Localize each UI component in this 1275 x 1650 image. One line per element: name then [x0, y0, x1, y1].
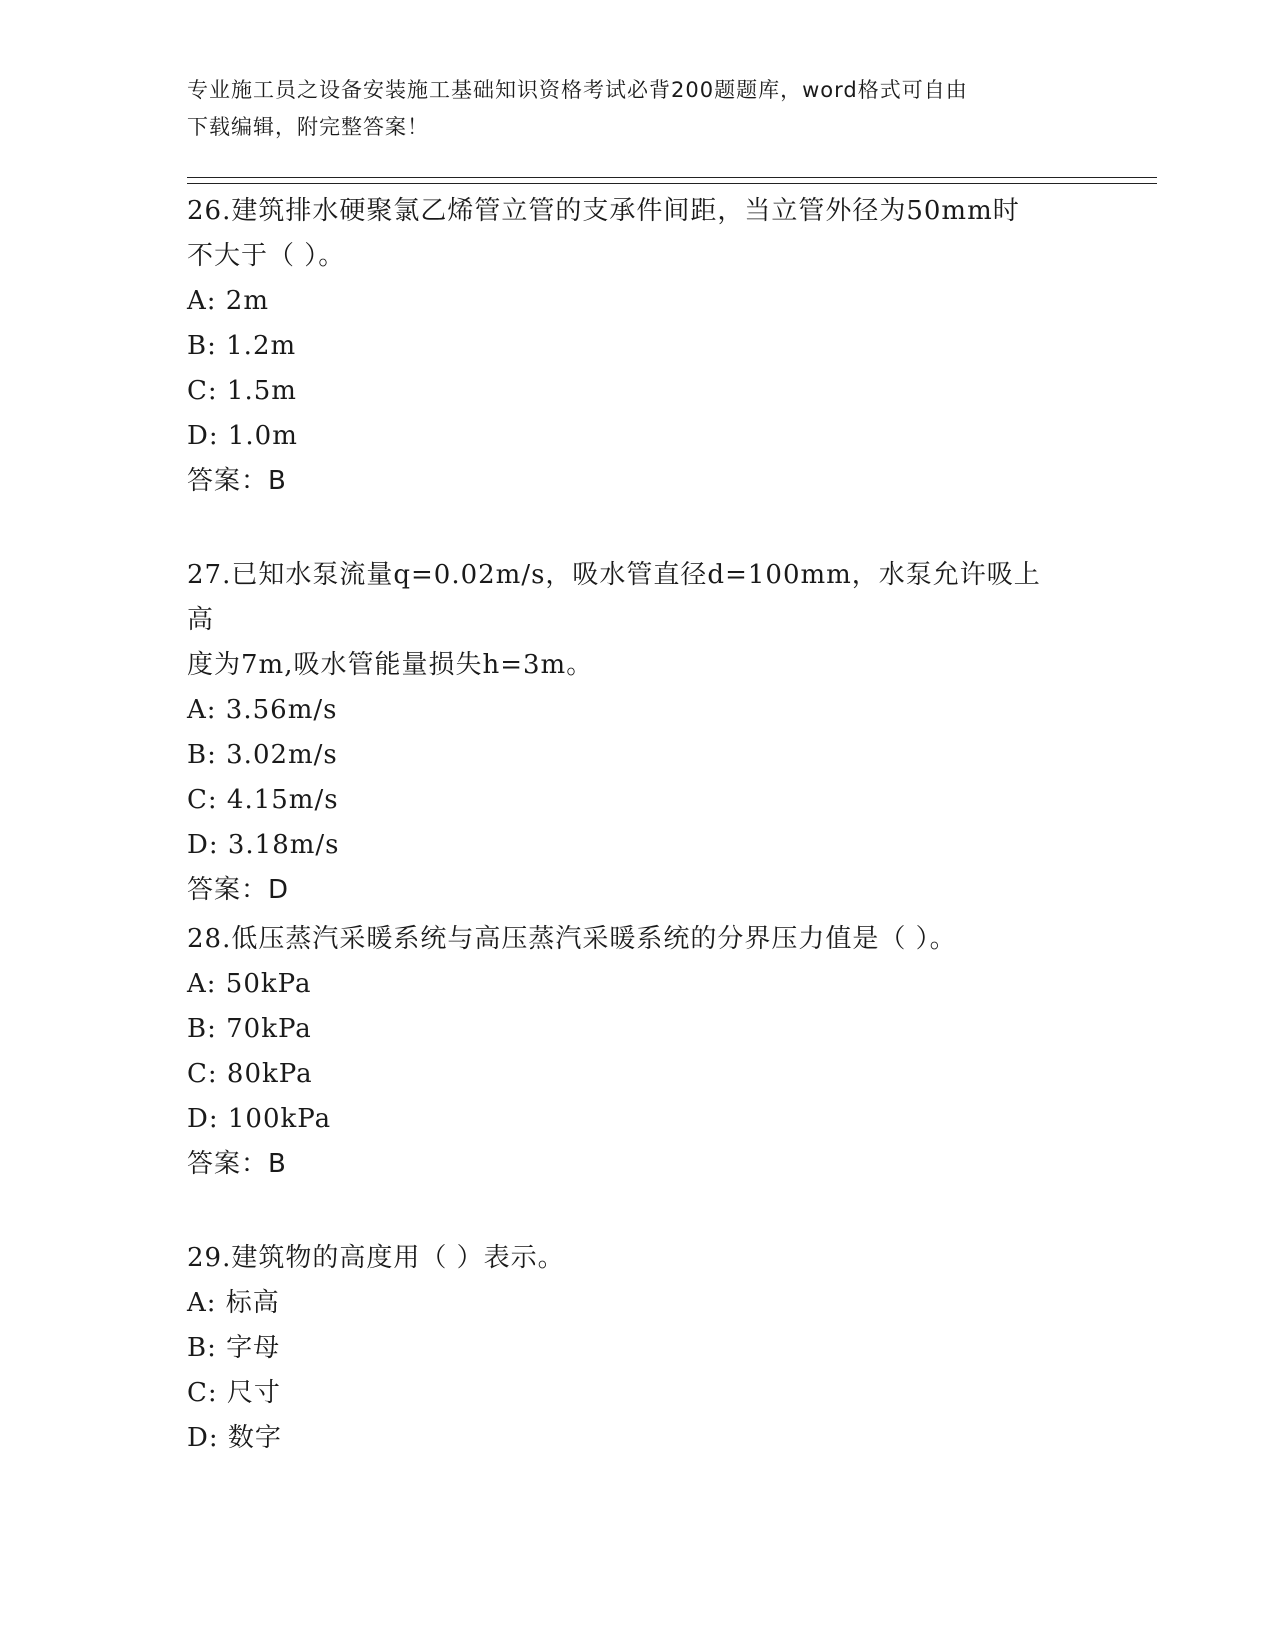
question-stem-line: 27.已知水泵流量q=0.02m/s，吸水管直径d=100mm，水泵允许吸上高 [187, 560, 1041, 635]
question-stem-line: 度为7m,吸水管能量损失h=3m。 [187, 650, 594, 680]
question-stem-line: 26.建筑排水硬聚氯乙烯管立管的支承件间距，当立管外径为50mm时 [187, 196, 1020, 226]
option-c: C: 4.15m/s [187, 785, 339, 815]
option-d: D: 100kPa [187, 1104, 332, 1134]
option-a: A: 50kPa [187, 969, 312, 999]
answer-line: 答案：D [187, 875, 290, 905]
option-b: B: 70kPa [187, 1014, 312, 1044]
question-stem-line: 不大于（ ）。 [187, 241, 346, 271]
header-line-2: 下载编辑，附完整答案！ [187, 115, 429, 139]
option-b: B: 3.02m/s [187, 740, 338, 770]
option-d: D: 3.18m/s [187, 830, 340, 860]
question-26 [187, 189, 1067, 504]
option-c: C: 1.5m [187, 376, 297, 406]
option-c: C: 尺寸 [187, 1378, 281, 1408]
option-c: C: 80kPa [187, 1059, 313, 1089]
header-divider-top [187, 177, 1157, 178]
option-d: D: 数字 [187, 1423, 282, 1453]
question-27 [187, 553, 1067, 913]
question-29 [187, 1236, 1067, 1461]
question-28 [187, 917, 1067, 1187]
header-divider-bottom [187, 183, 1157, 184]
header-line-1: 专业施工员之设备安装施工基础知识资格考试必背200题题库，word格式可自由 [187, 78, 968, 102]
option-a: A: 2m [187, 286, 269, 316]
answer-line: 答案：B [187, 466, 287, 496]
option-a: A: 3.56m/s [187, 695, 338, 725]
option-d: D: 1.0m [187, 421, 298, 451]
option-b: B: 字母 [187, 1333, 281, 1363]
option-b: B: 1.2m [187, 331, 297, 361]
answer-line: 答案：B [187, 1149, 287, 1179]
option-a: A: 标高 [187, 1288, 280, 1318]
question-stem-line: 29.建筑物的高度用（ ）表示。 [187, 1243, 565, 1273]
question-stem-line: 28.低压蒸汽采暖系统与高压蒸汽采暖系统的分界压力值是（ ）。 [187, 924, 957, 954]
document-header [187, 72, 1087, 146]
